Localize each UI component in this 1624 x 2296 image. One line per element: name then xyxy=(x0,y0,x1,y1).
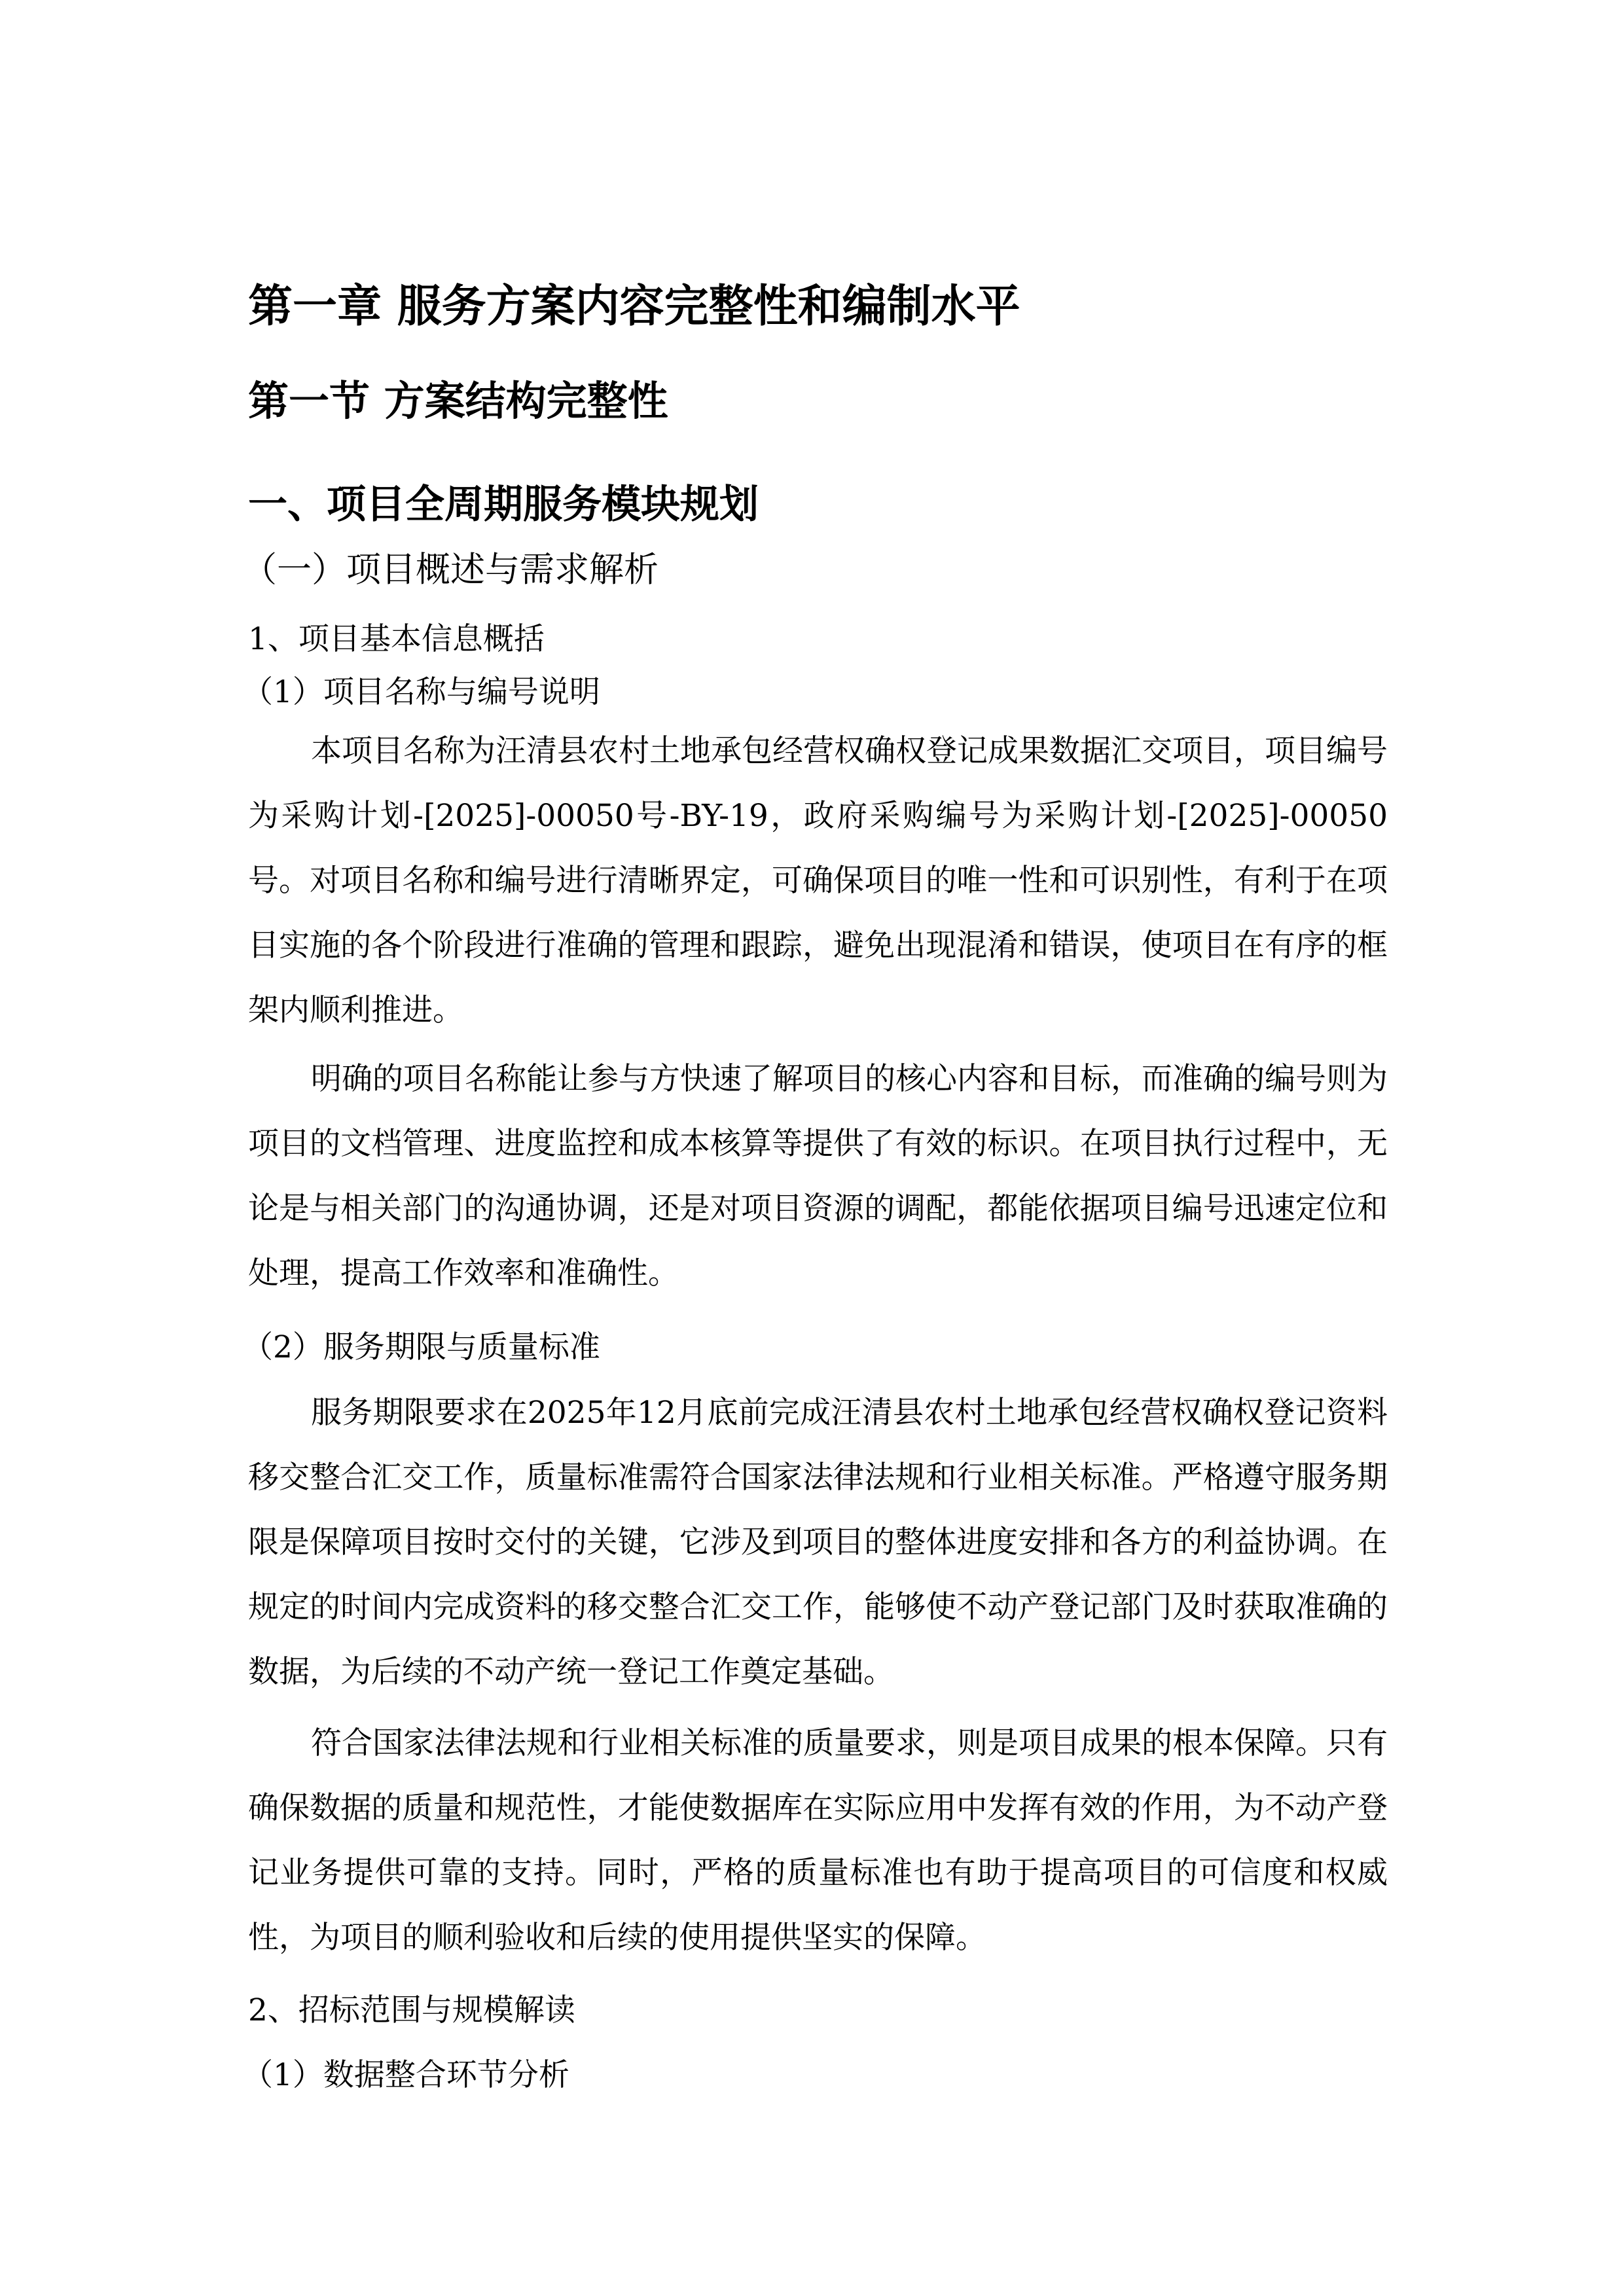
body-paragraph: 服务期限要求在2025年12月底前完成汪清县农村土地承包经营权确权登记资料移交整合汇交工作，质量标准需符合国家法律法规和行业相关标准。严格遵守服务期限是保障项目按时交付的关键，它涉及到项目的整体进度安排和各方的利益协调。在规定的时间内完成资料的移交整合汇交工作，能够使不动产登记部门及时获取准确的数据，为后续的不动产统一登记工作奠定基础。 xyxy=(248,1395,1388,1690)
body-paragraph: 本项目名称为汪清县农村土地承包经营权确权登记成果数据汇交项目，项目编号为采购计划-[2025]-00050号-BY-19，政府采购编号为采购计划-[2025]-00050号。对项目名称和编号进行清晰界定，可确保项目的唯一性和可识别性，有利于在项目实施的各个阶段进行准确的管理和跟踪，避免出现混淆和错误，使项目在有序的框架内顺利推进。 xyxy=(248,733,1388,1028)
heading-level-4: （1）数据整合环节分析 xyxy=(242,2057,569,2093)
heading-level-3: 1、项目基本信息概括 xyxy=(248,621,545,657)
section-title: 第一节 方案结构完整性 xyxy=(248,377,668,425)
heading-level-1: 一、项目全周期服务模块规划 xyxy=(248,482,759,528)
body-paragraph: 明确的项目名称能让参与方快速了解项目的核心内容和目标，而准确的编号则为项目的文档管理、进度监控和成本核算等提供了有效的标识。在项目执行过程中，无论是与相关部门的沟通协调，还是对项目资源的调配，都能依据项目编号迅速定位和处理，提高工作效率和准确性。 xyxy=(248,1061,1388,1291)
chapter-title: 第一章 服务方案内容完整性和编制水平 xyxy=(248,281,1020,332)
body-paragraph: 符合国家法律法规和行业相关标准的质量要求，则是项目成果的根本保障。只有确保数据的质量和规范性，才能使数据库在实际应用中发挥有效的作用，为不动产登记业务提供可靠的支持。同时，严格的质量标准也有助于提高项目的可信度和权威性，为项目的顺利验收和后续的使用提供坚实的保障。 xyxy=(248,1725,1388,1956)
heading-level-4: （2）服务期限与质量标准 xyxy=(242,1329,600,1365)
heading-level-2: （一）项目概述与需求解析 xyxy=(242,550,659,590)
heading-level-3: 2、招标范围与规模解读 xyxy=(248,1992,575,2028)
heading-level-4: （1）项目名称与编号说明 xyxy=(242,674,600,710)
